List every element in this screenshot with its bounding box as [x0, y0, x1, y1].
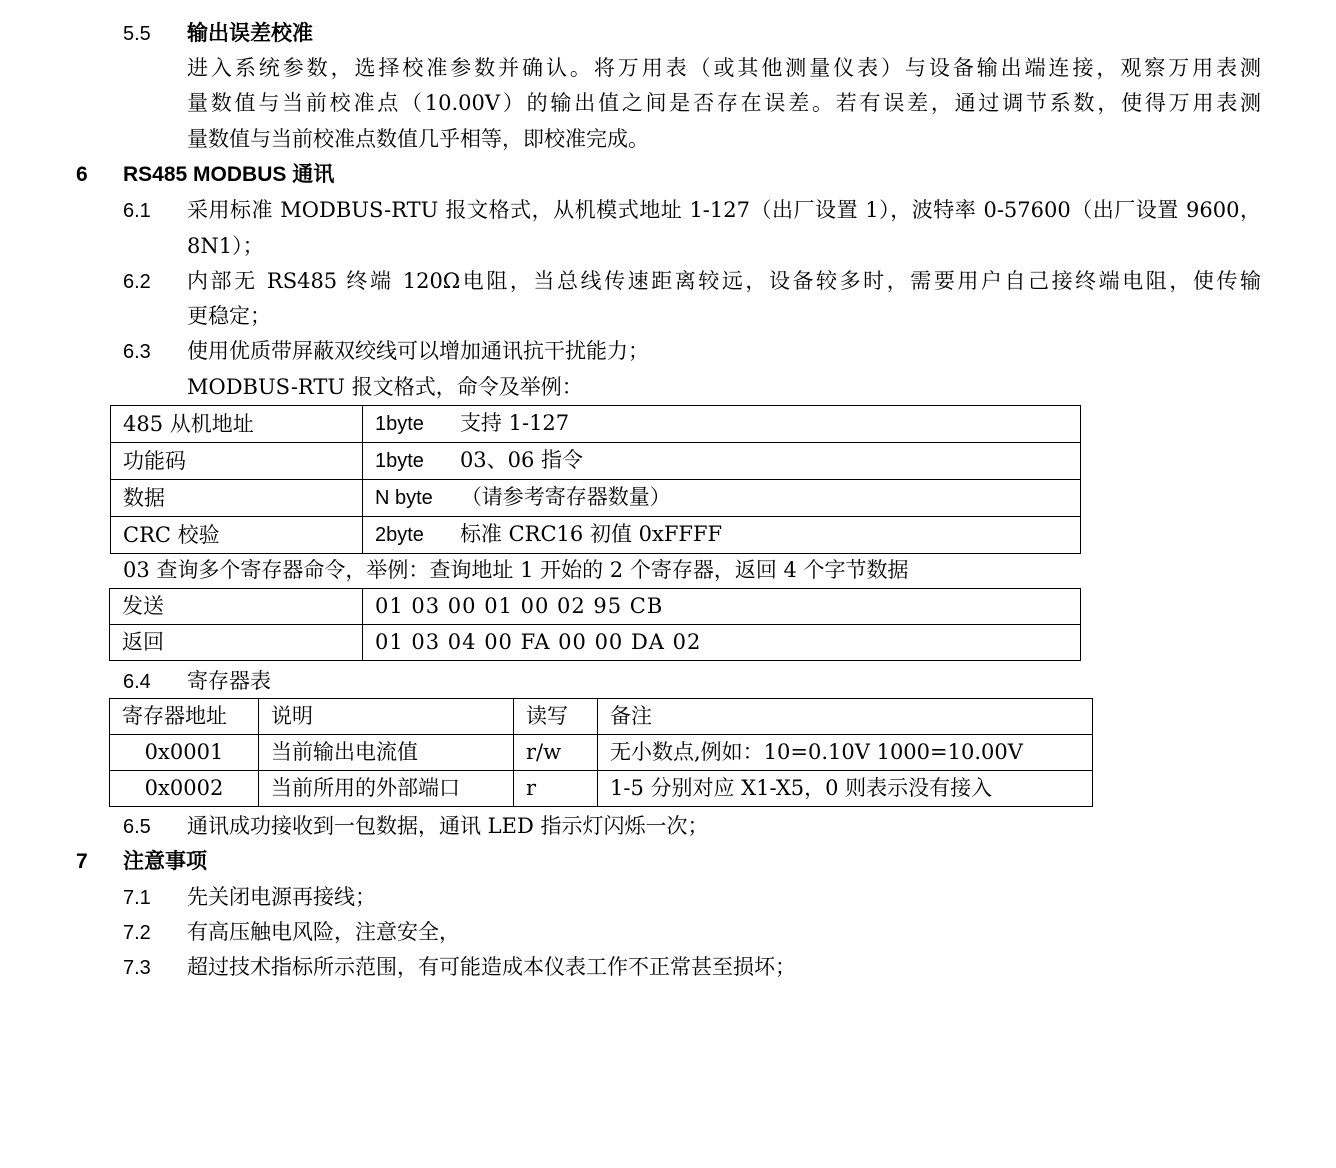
- command-example-table: [109, 588, 1081, 661]
- section-5-5-line-1: 进入系统参数，选择校准参数并确认。将万用表（或其他测量仪表）与设备输出端连接，观察万用表测: [187, 56, 1261, 80]
- table-header-row: [110, 699, 1093, 735]
- column-header: 说明: [259, 699, 514, 735]
- field-value: [363, 480, 1081, 517]
- table-row: [111, 443, 1081, 480]
- register-address: 0x0002: [110, 771, 259, 807]
- section-6-number: 6: [76, 163, 88, 186]
- section-6-title: RS485 MODBUS 通讯: [123, 163, 335, 186]
- example-intro: 03 查询多个寄存器命令，举例：查询地址 1 开始的 2 个寄存器，返回 4 个字节数据: [123, 558, 909, 582]
- field-name: 数据: [111, 480, 363, 517]
- example-bytes: 01 03 00 01 00 02 95 CB: [363, 589, 1081, 625]
- table-row: [110, 625, 1081, 661]
- register-note: 无小数点,例如：10=0.10V 1000=10.00V: [598, 735, 1093, 771]
- field-size: 2byte: [375, 524, 424, 546]
- field-desc: 标准 CRC16 初值 0xFFFF: [459, 522, 723, 546]
- table-row: [111, 406, 1081, 443]
- message-format-table: [110, 405, 1081, 554]
- field-name: 485 从机地址: [111, 406, 363, 443]
- section-5-5-line-3: 量数值与当前校准点数值几乎相等，即校准完成。: [187, 127, 649, 151]
- field-size: 1byte: [375, 413, 424, 435]
- register-note: 1-5 分别对应 X1-X5，0 则表示没有接入: [598, 771, 1093, 807]
- field-name: CRC 校验: [111, 517, 363, 554]
- column-header: 寄存器地址: [110, 699, 259, 735]
- section-5-5-number: 5.5: [123, 23, 151, 45]
- field-value: [363, 406, 1081, 443]
- format-intro: MODBUS-RTU 报文格式，命令及举例：: [187, 375, 583, 399]
- section-6-4-number: 6.4: [123, 671, 151, 693]
- field-name: 功能码: [111, 443, 363, 480]
- register-access: r: [514, 771, 598, 807]
- section-7-3-text: 超过技术指标所示范围，有可能造成本仪表工作不正常甚至损坏；: [187, 955, 796, 979]
- field-desc: 支持 1-127: [459, 411, 570, 435]
- register-description: 当前输出电流值: [259, 735, 514, 771]
- field-size: 1byte: [375, 450, 424, 472]
- column-header: 读写: [514, 699, 598, 735]
- register-access: r/w: [514, 735, 598, 771]
- section-6-1-number: 6.1: [123, 200, 151, 222]
- example-label: 发送: [110, 589, 363, 625]
- section-7-2-text: 有高压触电风险，注意安全，: [187, 920, 460, 944]
- column-header: 备注: [598, 699, 1093, 735]
- field-value: [363, 517, 1081, 554]
- register-address: 0x0001: [110, 735, 259, 771]
- section-6-3-text: 使用优质带屏蔽双绞线可以增加通讯抗干扰能力；: [187, 339, 649, 363]
- section-6-1-line-2: 8N1）；: [187, 234, 264, 258]
- section-7-1-number: 7.1: [123, 887, 151, 909]
- section-6-2-line-1: 内部无 RS485 终端 120Ω电阻，当总线传速距离较远，设备较多时，需要用户自己接终端电阻，使传输: [187, 269, 1261, 293]
- section-6-2-line-2: 更稳定；: [187, 304, 271, 328]
- register-table: [109, 698, 1093, 807]
- field-desc: （请参考寄存器数量）: [460, 485, 671, 509]
- table-row: [110, 589, 1081, 625]
- section-6-4-title: 寄存器表: [187, 669, 271, 693]
- table-row: [110, 735, 1093, 771]
- field-value: [363, 443, 1081, 480]
- section-5-5-title: 输出误差校准: [187, 21, 313, 45]
- section-5-5-line-2: 量数值与当前校准点（10.00V）的输出值之间是否存在误差。若有误差，通过调节系数，使得万用表测: [187, 91, 1261, 115]
- table-row: [110, 771, 1093, 807]
- field-size: N byte: [375, 487, 433, 509]
- section-6-3-number: 6.3: [123, 341, 151, 363]
- section-7-title: 注意事项: [123, 849, 207, 873]
- example-bytes: 01 03 04 00 FA 00 00 DA 02: [363, 625, 1081, 661]
- section-6-5-text: 通讯成功接收到一包数据，通讯 LED 指示灯闪烁一次；: [187, 814, 709, 838]
- example-label: 返回: [110, 625, 363, 661]
- table-row: [111, 480, 1081, 517]
- section-6-2-number: 6.2: [123, 271, 151, 293]
- section-7-2-number: 7.2: [123, 922, 151, 944]
- section-7-number: 7: [76, 850, 88, 873]
- section-6-5-number: 6.5: [123, 816, 151, 838]
- register-description: 当前所用的外部端口: [259, 771, 514, 807]
- field-desc: 03、06 指令: [459, 448, 584, 472]
- section-6-1-line-1: 采用标准 MODBUS-RTU 报文格式，从机模式地址 1-127（出厂设置 1），波特率 0-57600（出厂设置 9600，: [187, 198, 1261, 222]
- section-7-1-text: 先关闭电源再接线；: [187, 885, 376, 909]
- section-7-3-number: 7.3: [123, 957, 151, 979]
- table-row: [111, 517, 1081, 554]
